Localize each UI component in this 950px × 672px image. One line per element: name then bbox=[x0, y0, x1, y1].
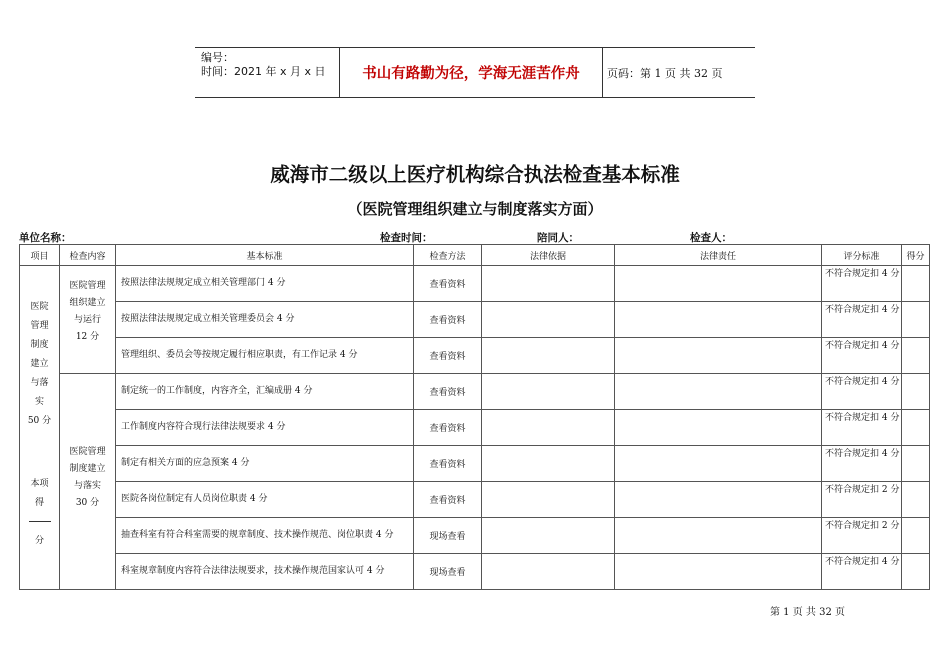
table-row bbox=[20, 482, 930, 518]
legal-liability-cell[interactable] bbox=[615, 554, 822, 590]
legal-liability-cell[interactable] bbox=[615, 410, 822, 446]
header-project: 项目 bbox=[20, 245, 60, 266]
inspector-label: 检查人： bbox=[690, 232, 732, 244]
legal-basis-cell[interactable] bbox=[482, 482, 615, 518]
time-label: 时间：2021 年 x 月 x 日 bbox=[201, 65, 326, 78]
method-cell: 查看资料 bbox=[414, 410, 482, 446]
legal-basis-cell[interactable] bbox=[482, 302, 615, 338]
standard-cell: 制定统一的工作制度，内容齐全，汇编成册 4 分 bbox=[116, 374, 414, 410]
escort-label: 陪同人： bbox=[537, 232, 579, 244]
scoring-cell: 不符合规定扣 4 分 bbox=[822, 302, 902, 338]
content-text: 12 分 bbox=[75, 332, 100, 342]
header-method: 检查方法 bbox=[414, 245, 482, 266]
method-cell: 现场查看 bbox=[414, 518, 482, 554]
legal-basis-cell[interactable] bbox=[482, 410, 615, 446]
scoring-cell: 不符合规定扣 4 分 bbox=[822, 338, 902, 374]
scoring-cell: 不符合规定扣 2 分 bbox=[822, 482, 902, 518]
project-text: 建立 bbox=[30, 359, 49, 369]
table-row bbox=[20, 338, 930, 374]
score-cell[interactable] bbox=[902, 518, 930, 554]
page-footer: 第 1 页 共 32 页 bbox=[770, 607, 845, 618]
content-text: 与运行 bbox=[73, 315, 101, 325]
table-row bbox=[20, 302, 930, 338]
header-score: 得分 bbox=[902, 245, 930, 266]
score-cell[interactable] bbox=[902, 374, 930, 410]
content-text: 组织建立 bbox=[69, 298, 106, 308]
table-row bbox=[20, 410, 930, 446]
legal-liability-cell[interactable] bbox=[615, 482, 822, 518]
scoring-cell: 不符合规定扣 2 分 bbox=[822, 518, 902, 554]
table-row bbox=[20, 518, 930, 554]
content-text: 医院管理 bbox=[69, 447, 106, 457]
scoring-cell: 不符合规定扣 4 分 bbox=[822, 446, 902, 482]
scoring-cell: 不符合规定扣 4 分 bbox=[822, 554, 902, 590]
legal-liability-cell[interactable] bbox=[615, 446, 822, 482]
document-subtitle: （医院管理组织建立与制度落实方面） bbox=[347, 200, 603, 218]
header-standard: 基本标准 bbox=[116, 245, 414, 266]
method-cell: 查看资料 bbox=[414, 374, 482, 410]
header-legal-liability: 法律责任 bbox=[615, 245, 822, 266]
score-cell[interactable] bbox=[902, 302, 930, 338]
header-content: 检查内容 bbox=[60, 245, 116, 266]
legal-basis-cell[interactable] bbox=[482, 446, 615, 482]
legal-liability-cell[interactable] bbox=[615, 266, 822, 302]
project-text: 得 bbox=[34, 498, 44, 508]
method-cell: 查看资料 bbox=[414, 338, 482, 374]
number-label: 编号： bbox=[201, 51, 234, 64]
standard-cell: 管理组织、委员会等按规定履行相应职责，有工作记录 4 分 bbox=[116, 338, 414, 374]
content-text: 制度建立 bbox=[69, 464, 106, 474]
content-text: 与落实 bbox=[73, 481, 101, 491]
method-cell: 查看资料 bbox=[414, 446, 482, 482]
score-cell[interactable] bbox=[902, 410, 930, 446]
legal-basis-cell[interactable] bbox=[482, 518, 615, 554]
project-text: 实 bbox=[34, 397, 44, 407]
table-row bbox=[20, 446, 930, 482]
content-cell-organization bbox=[60, 266, 116, 374]
scoring-cell: 不符合规定扣 4 分 bbox=[822, 266, 902, 302]
standard-cell: 工作制度内容符合现行法律法规要求 4 分 bbox=[116, 410, 414, 446]
method-cell: 查看资料 bbox=[414, 482, 482, 518]
project-text: 本项 bbox=[30, 479, 49, 489]
project-text: 50 分 bbox=[27, 416, 52, 426]
document-title: 威海市二级以上医疗机构综合执法检查基本标准 bbox=[270, 163, 680, 186]
content-cell-system bbox=[60, 374, 116, 590]
method-cell: 查看资料 bbox=[414, 266, 482, 302]
table-row bbox=[20, 554, 930, 590]
score-cell[interactable] bbox=[902, 554, 930, 590]
motto: 书山有路勤为径，学海无涯苦作舟 bbox=[339, 48, 603, 97]
legal-liability-cell[interactable] bbox=[615, 374, 822, 410]
table-header-row bbox=[20, 245, 930, 266]
standard-cell: 制定有相关方面的应急预案 4 分 bbox=[116, 446, 414, 482]
standard-cell: 抽查科室有符合科室需要的规章制度、技术操作规范、岗位职责 4 分 bbox=[116, 518, 414, 554]
score-cell[interactable] bbox=[902, 338, 930, 374]
score-cell[interactable] bbox=[902, 482, 930, 518]
legal-basis-cell[interactable] bbox=[482, 338, 615, 374]
scoring-cell: 不符合规定扣 4 分 bbox=[822, 374, 902, 410]
score-cell[interactable] bbox=[902, 266, 930, 302]
unit-name-label: 单位名称： bbox=[19, 232, 72, 244]
legal-liability-cell[interactable] bbox=[615, 338, 822, 374]
table-row bbox=[20, 374, 930, 410]
document-header bbox=[195, 47, 755, 98]
legal-liability-cell[interactable] bbox=[615, 302, 822, 338]
legal-basis-cell[interactable] bbox=[482, 554, 615, 590]
project-text: 管理 bbox=[30, 321, 49, 331]
legal-liability-cell[interactable] bbox=[615, 518, 822, 554]
project-cell bbox=[20, 266, 60, 590]
page-info: 页码：第 1 页 共 32 页 bbox=[607, 66, 723, 80]
legal-basis-cell[interactable] bbox=[482, 266, 615, 302]
legal-basis-cell[interactable] bbox=[482, 374, 615, 410]
standard-cell: 医院各岗位制定有人员岗位职责 4 分 bbox=[116, 482, 414, 518]
standard-cell: 科室规章制度内容符合法律法规要求，技术操作规范国家认可 4 分 bbox=[116, 554, 414, 590]
standard-cell: 按照法律法规规定成立相关管理委员会 4 分 bbox=[116, 302, 414, 338]
project-text: 医院 bbox=[30, 302, 49, 312]
content-text: 30 分 bbox=[75, 498, 100, 508]
header-legal-basis: 法律依据 bbox=[482, 245, 615, 266]
project-text: 制度 bbox=[30, 340, 49, 350]
content-text: 医院管理 bbox=[69, 281, 106, 291]
check-time-label: 检查时间： bbox=[380, 232, 433, 244]
standard-cell: 按照法律法规规定成立相关管理部门 4 分 bbox=[116, 266, 414, 302]
header-scoring: 评分标准 bbox=[822, 245, 902, 266]
header-meta bbox=[201, 51, 339, 94]
project-text: 与落 bbox=[30, 378, 49, 388]
project-text: 分 bbox=[34, 536, 44, 546]
blank-line bbox=[29, 521, 51, 522]
score-cell[interactable] bbox=[902, 446, 930, 482]
scoring-cell: 不符合规定扣 4 分 bbox=[822, 410, 902, 446]
method-cell: 查看资料 bbox=[414, 302, 482, 338]
method-cell: 现场查看 bbox=[414, 554, 482, 590]
table-row bbox=[20, 266, 930, 302]
inspection-table bbox=[19, 244, 930, 590]
